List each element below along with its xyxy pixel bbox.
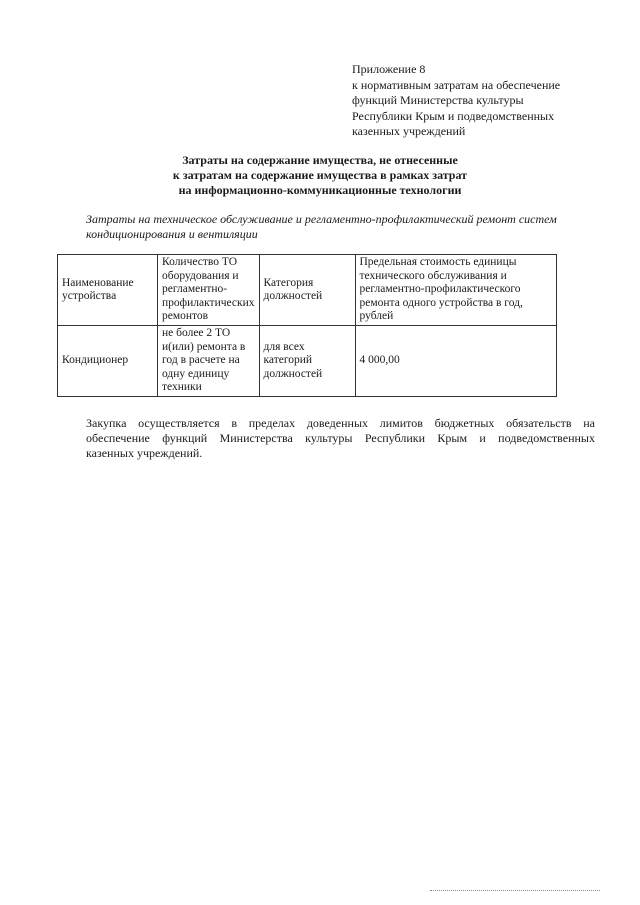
header-cell-category — [259, 255, 355, 326]
cell-line: ремонтов — [162, 310, 209, 323]
procurement-note — [86, 416, 595, 461]
cell-line: рублей — [359, 310, 394, 323]
cell-line: Кондиционер — [62, 354, 129, 367]
cell-max-cost — [355, 326, 556, 397]
cell-line: оборудования и — [162, 269, 239, 282]
scan-artifact-line — [430, 890, 600, 891]
cell-line: Категория — [263, 276, 314, 289]
cell-line: Предельная стоимость единицы — [359, 256, 517, 269]
title-line: к затратам на содержание имущества в рамках затрат — [172, 168, 468, 182]
appendix-line: казенных учреждений — [352, 124, 466, 138]
cell-line: технического обслуживания и — [359, 269, 507, 282]
header-cell-device-name — [58, 255, 158, 326]
note-line: казенных учреждений. — [86, 446, 203, 460]
header-cell-quantity — [158, 255, 260, 326]
appendix-line: Республики Крым и подведомственных — [352, 108, 555, 123]
subtitle-line: кондиционирования и вентиляции — [86, 227, 258, 241]
cell-line: не более 2 ТО — [162, 327, 231, 340]
note-line: Закупка осуществляется в пределах доведенных лимитов бюджетных обязательств на — [86, 416, 595, 430]
header-cell-max-cost — [355, 255, 556, 326]
cell-line: Количество ТО — [162, 256, 238, 269]
title-line: на информационно-коммуникационные технологии — [178, 183, 462, 197]
cell-line: регламентно- — [162, 283, 228, 296]
cell-line: техники — [162, 381, 202, 394]
appendix-header — [352, 62, 592, 140]
appendix-line: функций Министерства культуры — [352, 93, 524, 107]
cell-line: год в расчете на — [162, 354, 240, 367]
table-row — [58, 326, 557, 397]
subtitle-line: Затраты на техническое обслуживание и регламентно-профилактический ремонт систем — [86, 212, 557, 226]
cell-line: 4 000,00 — [359, 354, 400, 367]
note-line: обеспечение функций Министерства культуры Республики Крым и подведомственных — [86, 431, 595, 445]
cell-line: должностей — [263, 290, 323, 302]
cell-line: должностей — [263, 367, 323, 380]
title-line: Затраты на содержание имущества, не отнесенные — [182, 153, 458, 167]
cell-line: профилактических — [162, 296, 255, 309]
appendix-line: Приложение 8 — [352, 62, 426, 76]
appendix-line: к нормативным затратам на обеспечение — [352, 77, 561, 92]
cell-line: категорий — [263, 354, 313, 367]
cell-device-name — [58, 326, 158, 397]
cell-line: и(или) ремонта в — [162, 340, 246, 353]
cell-line: ремонта одного устройства в год, — [359, 296, 523, 309]
cell-category — [259, 326, 355, 397]
section-subtitle — [86, 212, 606, 242]
cell-line: регламентно-профилактического — [359, 283, 521, 296]
document-title — [100, 153, 540, 198]
cell-line: Наименование — [62, 276, 134, 289]
cell-quantity — [158, 326, 260, 397]
cell-line: для всех — [263, 340, 305, 353]
costs-table — [57, 254, 557, 397]
cell-line: одну единицу — [162, 367, 230, 380]
cell-line: устройства — [62, 290, 117, 302]
table-header-row — [58, 255, 557, 326]
